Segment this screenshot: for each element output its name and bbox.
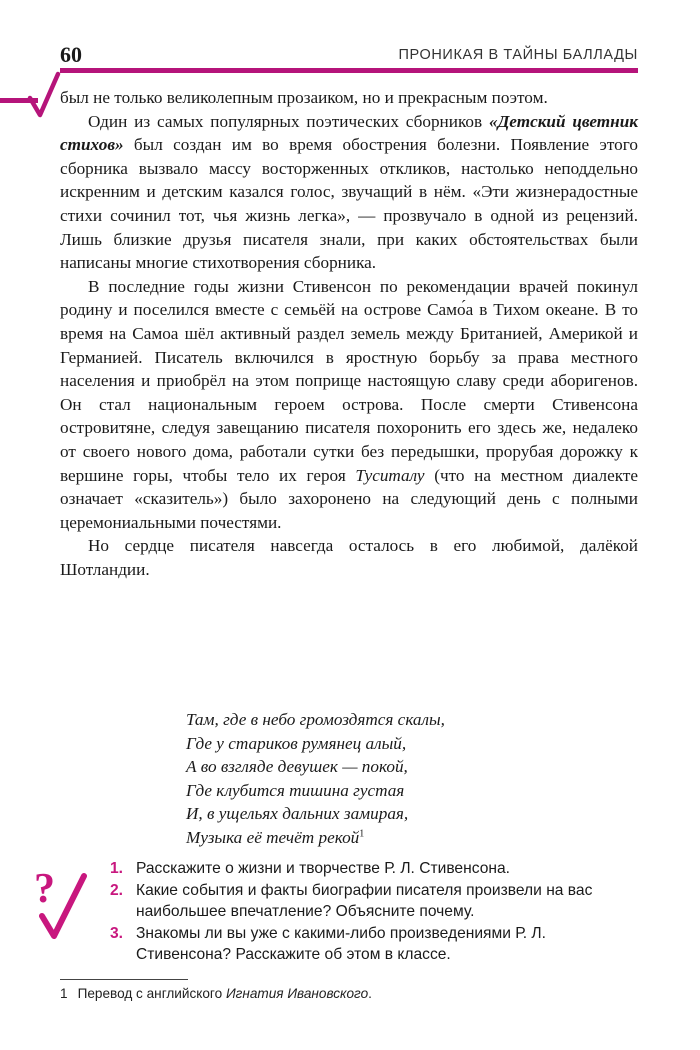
paragraph: Но сердце писателя навсегда осталось в его любимой, далёкой Шотландии. bbox=[60, 536, 638, 579]
questions-list bbox=[110, 858, 638, 966]
emphasis-name: Туситалу bbox=[355, 465, 425, 485]
question-item bbox=[110, 880, 638, 923]
translator-name: Игнатия Ивановского bbox=[225, 986, 369, 1001]
question-number: 2. bbox=[110, 881, 124, 899]
poem bbox=[186, 708, 606, 850]
book-title: «Детский цветник стихов» bbox=[60, 111, 638, 155]
page-number: 60 bbox=[60, 42, 82, 67]
svg-text:?: ? bbox=[34, 866, 55, 912]
paragraph: был не только великолепным прозаиком, но и прекрасным поэтом. bbox=[60, 88, 548, 107]
footnote: 1 Перевод с английского Игнатия Ивановского. bbox=[60, 986, 372, 1001]
poem-line: И, в ущельях дальних замирая, bbox=[186, 804, 409, 824]
footnote-ref: 1 bbox=[359, 828, 365, 840]
question-text: Расскажите о жизни и творчестве Р. Л. Стивенсона. bbox=[136, 860, 510, 877]
question-check-icon bbox=[30, 862, 88, 942]
question-text: Какие события и факты биографии писателя произвели на вас наибольшее впечатление? Объясните почему. bbox=[136, 881, 593, 921]
paragraph: Один из самых популярных поэтических сборников «Детский цветник стихов» был создан им во время обострения болезни. Появление этого сборника вызвало массу восторженных откликов, настолько неподдельно искренним и детским казался голос, звучащий в нём. «Эти жизнерадостные стихи сочинил тот, чья жизнь легка», — прозвучало в одной из рецензий. Лишь близкие друзья писателя знали, при каких обстоятельствах были написаны многие стихотворения сборника. bbox=[60, 111, 638, 273]
footnote-number: 1 bbox=[60, 986, 68, 1001]
question-item bbox=[110, 923, 638, 966]
question-number: 3. bbox=[110, 924, 124, 942]
question-text: Знакомы ли вы уже с какими-либо произведениями Р. Л. Стивенсона? Расскажите об этом в классе. bbox=[136, 924, 546, 964]
poem-line: Музыка её течёт рекой$^1$ bbox=[186, 827, 365, 847]
question-item bbox=[110, 858, 638, 880]
running-title: ПРОНИКАЯ В ТАЙНЫ БАЛЛАДЫ bbox=[398, 47, 638, 63]
poem-line: Где клубится тишина густая bbox=[186, 780, 405, 800]
page-header bbox=[60, 38, 638, 72]
footnote-rule bbox=[60, 979, 188, 980]
paragraph: В последние годы жизни Стивенсон по рекомендации врачей покинул родину и поселился вместе с семьёй на острове Само́а в Тихом океане. В то время на Самоа шёл активный раздел земель между Британией, Америкой и Германией. Писатель включился в яростную борьбу за права местного населения и приобрёл на этом поприще настоящую славу среди аборигенов. Он стал национальным героем острова. После смерти Стивенсона островитяне, следуя завещанию писателя похоронить его здесь же, недалеко от своего нового дома, работали сутки без передышки, прорубая дорожку к вершине горы, чтобы тело их героя Туситалу (что на местном диалекте означает «сказитель») было захоронено на следующий день с полными церемониальными почестями. bbox=[60, 276, 638, 532]
body-text bbox=[60, 86, 638, 581]
header-rule bbox=[60, 68, 638, 73]
poem-line: А во взгляде девушек — покой, bbox=[186, 757, 408, 777]
question-number: 1. bbox=[110, 860, 124, 877]
poem-line: Где у стариков румянец алый, bbox=[186, 733, 407, 753]
poem-line: Там, где в небо громоздятся скалы, bbox=[186, 710, 445, 729]
